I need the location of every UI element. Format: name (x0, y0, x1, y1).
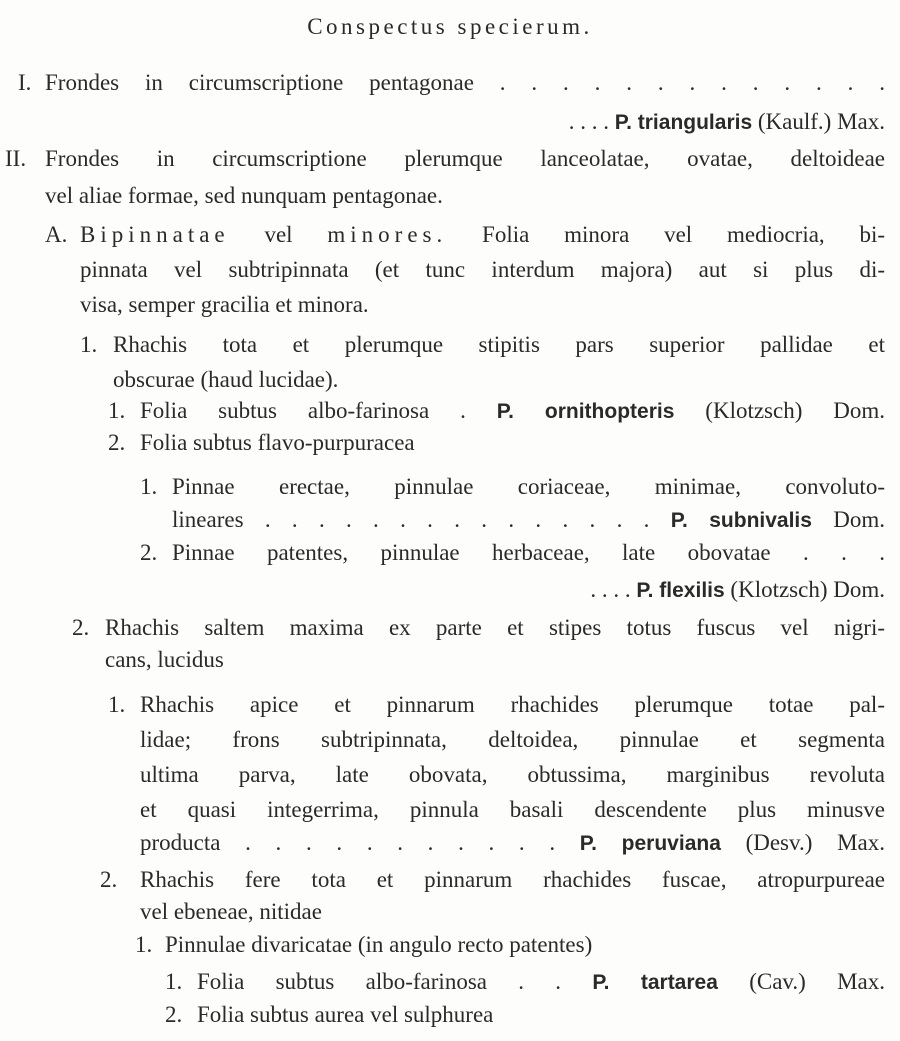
line-text: Folia subtus albo-farinosa . . (197, 969, 562, 994)
item-number: A. (45, 222, 68, 247)
spaced-heading: minores. (327, 222, 448, 247)
line-text: lidae; frons subtripinnata, deltoidea, pinnulae et segmenta (140, 727, 885, 752)
spaced-heading: Bipinnatae (80, 222, 230, 247)
item-number: 1. (165, 969, 183, 994)
key-line (165, 930, 592, 960)
key-line (197, 1000, 493, 1030)
species-name: P. peruviana (579, 832, 721, 855)
line-text: Rhachis fere tota et pinnarum rhachides fuscae, atropurpureae (140, 867, 885, 892)
key-line (113, 330, 885, 360)
species-authority: (Klotzsch) Dom. (705, 398, 885, 423)
line-text: Rhachis saltem maxima ex parte et stipes totus fuscus vel nigri- (105, 615, 885, 640)
item-number: 2. (108, 430, 126, 455)
line-text: cans, lucidus (105, 647, 224, 672)
item-number: 2. (72, 615, 90, 640)
item-number: 1. (108, 398, 126, 423)
species-authority: (Kaulf.) Max. (757, 109, 885, 134)
line-text: Rhachis apice et pinnarum rhachides plerumque totae pal- (140, 692, 885, 717)
line-text: ultima parva, late obovata, obtussima, marginibus revoluta (140, 762, 885, 787)
key-line (172, 505, 885, 535)
item-number: 2. (100, 867, 118, 892)
key-line (140, 865, 885, 895)
line-text: Frondes in circumscriptione plerumque lanceolatae, ovatae, deltoideae (45, 146, 885, 171)
key-line (172, 575, 885, 606)
line-text: vel ebeneae, nitidae (140, 899, 322, 924)
key-line (45, 181, 443, 211)
species-name: P. flexilis (636, 579, 725, 602)
line-text: Pinnae erectae, pinnulae coriaceae, minimae, convoluto- (172, 474, 885, 499)
item-number: 1. (135, 932, 153, 957)
species-name: P. subnivalis (670, 509, 812, 532)
key-line (45, 144, 885, 174)
species-name: P. tartarea (592, 971, 718, 994)
species-authority: (Desv.) Max. (745, 830, 885, 855)
item-number: 1. (80, 332, 98, 357)
key-line (140, 828, 885, 858)
key-line (105, 613, 885, 643)
key-line (140, 396, 885, 426)
key-line (140, 897, 322, 927)
key-line (80, 255, 885, 285)
line-text: vel aliae formae, sed nunquam pentagonae. (45, 183, 443, 208)
item-number: 1. (140, 474, 158, 499)
key-line (140, 795, 885, 825)
line-text: lineares . . . . . . . . . . . . . . . (172, 507, 650, 532)
species-authority: (Klotzsch) Dom. (730, 577, 885, 602)
key-line (113, 365, 338, 395)
key-line (140, 428, 415, 458)
line-text: et quasi integerrima, pinnula basali descendente plus minusve (140, 797, 885, 822)
line-text: Pinnulae divaricatae (in angulo recto patentes) (165, 932, 593, 957)
connector-text: vel (264, 222, 293, 247)
line-text: Folia subtus flavo-purpuracea (140, 430, 415, 455)
key-line (140, 690, 885, 720)
key-line (80, 290, 369, 320)
page-title: Conspectus specierum. (307, 14, 593, 39)
line-text: . . . . (590, 577, 631, 602)
key-line (172, 538, 885, 568)
item-number: I. (18, 70, 32, 95)
line-text: visa, semper gracilia et minora. (80, 292, 369, 317)
item-number: II. (5, 146, 27, 171)
key-line (140, 760, 885, 790)
item-number: 1. (108, 692, 126, 717)
species-authority: Dom. (833, 507, 885, 532)
species-name: P. ornithopteris (496, 400, 675, 423)
key-line (45, 107, 885, 138)
line-text: Frondes in circumscriptione pentagonae . . . . . . . . . . . . . (45, 70, 885, 95)
item-number: 2. (140, 540, 158, 565)
line-text: . . . . (568, 109, 610, 134)
key-line (45, 68, 885, 98)
line-text: Rhachis tota et plerumque stipitis pars superior pallidae et (113, 332, 885, 357)
key-line (140, 725, 885, 755)
line-text: Pinnae patentes, pinnulae herbaceae, late obovatae . . . (172, 540, 885, 565)
line-text: producta . . . . . . . . . . . (140, 830, 556, 855)
key-line (105, 645, 224, 675)
line-text: Folia subtus albo-farinosa . (140, 398, 466, 423)
item-number: 2. (165, 1002, 183, 1027)
species-name: P. triangularis (614, 111, 753, 134)
key-line (172, 472, 885, 502)
line-text: Folia minora vel mediocria, bi- (482, 222, 885, 247)
line-text: obscurae (haud lucidae). (113, 367, 339, 392)
line-text: pinnata vel subtripinnata (et tunc interdum majora) aut si plus di- (80, 257, 885, 282)
key-line (80, 220, 885, 250)
line-text: Folia subtus aurea vel sulphurea (197, 1002, 494, 1027)
species-authority: (Cav.) Max. (749, 969, 885, 994)
key-line (197, 967, 885, 997)
